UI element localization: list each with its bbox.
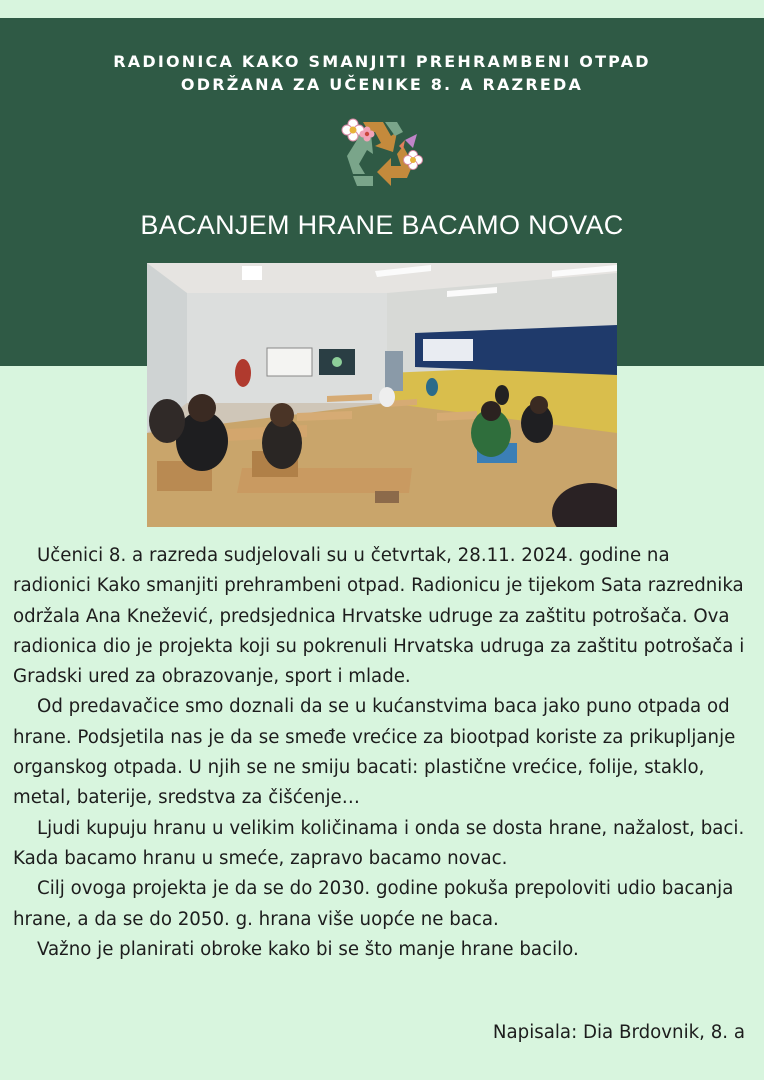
author-signature: Napisala: Dia Brdovnik, 8. a [492,1022,745,1043]
article-paragraph: Učenici 8. a razreda sudjelovali su u četvrtak, 28.11. 2024. godine na radionici Kako smanjiti prehrambeni otpad. Radionicu je tijekom Sata razrednika održala Ana Knežević, predsjednica Hrvatske udruge za zaštitu potrošača. Ova radionica dio je projekta koji su pokrenuli Hrvatska udruga za zaštitu potrošača i Gradski ured za obrazovanje, sport i mlade. [13,545,745,688]
kicker-line-1: RADIONICA KAKO SMANJITI PREHRAMBENI OTPAD [113,52,651,71]
article-paragraph: Od predavačice smo doznali da se u kućanstvima baca jako puno otpada od hrane. Podsjetila nas je da se smeđe vrećice za biootpad koriste za prikupljanje organskog otpada. U njih se ne smiju bacati: plastične vrećice, folije, staklo, metal, baterije, sredstva za čišćenje… [13,696,736,809]
recycle-flowers-icon [333,112,429,196]
article-paragraph: Cilj ovoga projekta je da se do 2030. godine pokuša prepoloviti udio bacanja hrane, a da se do 2050. g. hrana više uopće ne baca. [13,878,734,930]
classroom-workshop-photo [147,263,617,527]
kicker-line-2: ODRŽANA ZA UČENIKE 8. A RAZREDA [180,75,584,94]
headline: BACANJEM HRANE BACAMO NOVAC [140,210,624,240]
article-paragraph: Važno je planirati obroke kako bi se što manje hrane bacilo. [37,938,579,960]
article-paragraph: Ljudi kupuju hranu u velikim količinama i onda se dosta hrane, nažalost, baci. Kada bacamo hranu u smeće, zapravo bacamo novac. [13,817,745,869]
article-body [13,541,753,965]
kicker-title [0,50,764,96]
